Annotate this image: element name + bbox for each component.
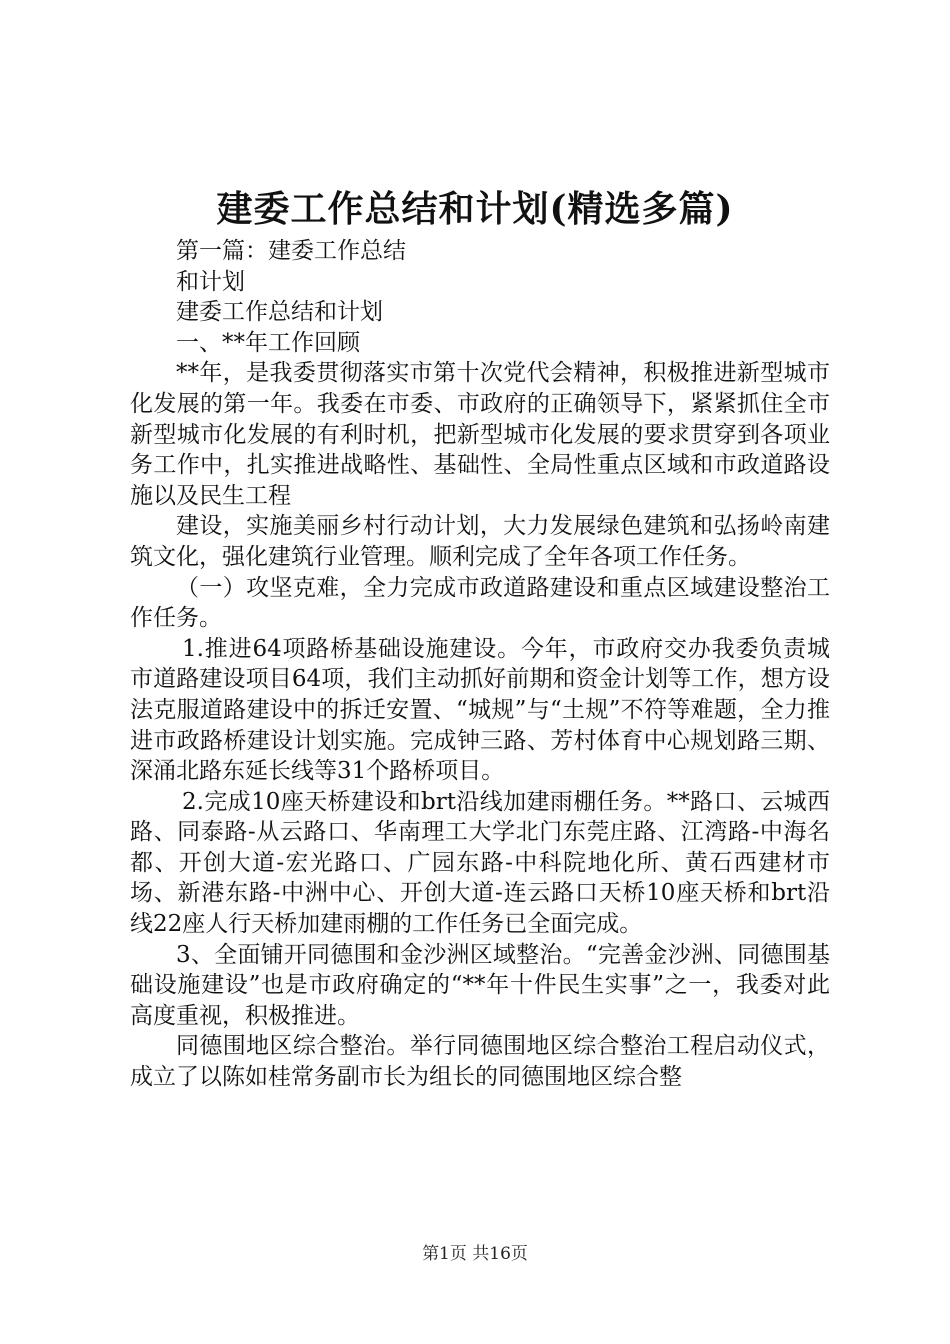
paragraph-body: 建设，实施美丽乡村行动计划，大力发展绿色建筑和弘扬岭南建筑文化，强化建筑行业管理。顺利完成了全年各项工作任务。 xyxy=(130,513,830,570)
paragraph-subtitle: 建委工作总结和计划 xyxy=(176,299,383,326)
document-title: 建委工作总结和计划(精选多篇) xyxy=(216,188,734,230)
paragraph-subheading: （一）攻坚克难，全力完成市政道路建设和重点区域建设整治工作任务。 xyxy=(130,574,830,632)
paragraph-section-heading: 第一篇：建委工作总结 xyxy=(176,238,406,264)
paragraph-section-heading-cont: 和计划 xyxy=(176,268,245,295)
paragraph-body: **年，是我委贯彻落实市第十次党代会精神，积极推进新型城市化发展的第一年。我委在市委、市政府的正确领导下，紧紧抓住全市新型城市化发展的有利时机，把新型城市化发展的要求贯穿到各项业务工作中，扎实推进战略性、基础性、全局性重点区域和市政道路设施以及民生工程 xyxy=(130,360,830,509)
paragraph-body: 3、全面铺开同德围和金沙洲区域整治。“完善金沙洲、同德围基础设施建设”也是市政府确定的“**年十件民生实事”之一，我委对此高度重视，积极推进。 xyxy=(130,941,830,1029)
paragraph-body: 2.完成10座天桥建设和brt沿线加建雨棚任务。**路口、云城西路、同泰路-从云路口、华南理工大学北门东莞庄路、江湾路-中海名都、开创大道-宏光路口、广园东路-中科院地化所、黄石西建材市场、新港东路-中洲中心、开创大道-连云路口天桥10座天桥和brt沿线22座人行天桥加建雨棚的工作任务已全面完成。 xyxy=(130,788,830,938)
document-body xyxy=(130,236,830,1093)
paragraph-body: 同德围地区综合整治。举行同德围地区综合整治工程启动仪式，成立了以陈如桂常务副市长为组长的同德围地区综合整 xyxy=(130,1033,830,1091)
paragraph-heading-review: 一、**年工作回顾 xyxy=(176,329,360,356)
paragraph-body: 1.推进64项路桥基础设施建设。今年，市政府交办我委负责城市道路建设项目64项，我们主动抓好前期和资金计划等工作，想方设法克服道路建设中的拆迁安置、“城规”与“土规”不符等难题，全力推进市政路桥建设计划实施。完成钟三路、芳村体育中心规划路三期、深涌北路东延长线等31个路桥项目。 xyxy=(130,635,830,785)
page-footer: 第1页 共16页 xyxy=(422,1244,528,1264)
